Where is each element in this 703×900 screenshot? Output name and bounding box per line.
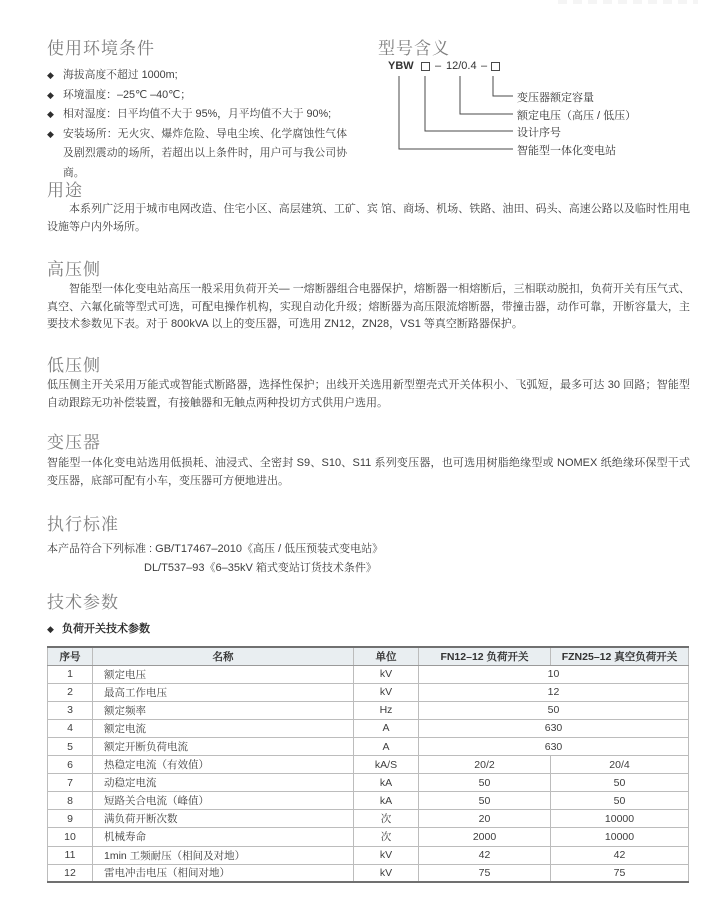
lv-paragraph: 低压侧主开关采用万能式或智能式断路器，选择性保护；出线开关选用新型塑壳式开关体积小、飞弧短，最多可达 30 回路；智能型自动跟踪无功补偿装置，有接触器和无触点两种投切方式供用户选用。 [47,379,690,409]
section-title-usage: 用途 [47,181,83,200]
cell-value-fzn25: 75 [551,864,689,882]
cell-name: 热稳定电流（有效值） [93,756,354,774]
cell-unit: 次 [354,828,419,846]
cell-name: 雷电冲击电压（相间对地） [93,864,354,882]
cell-unit: kV [354,864,419,882]
scan-edge-artifact [558,0,698,4]
list-item [47,105,347,125]
usage-paragraph: 本系列广泛用于城市电网改造、住宅小区、高层建筑、工矿、宾 馆、商场、机场、铁路、油田、码头、高速公路以及临时性用电设施等户内外场所。 [47,203,690,233]
cell-no: 11 [48,846,93,864]
env-item-text: 相对湿度：日平均值不大于 95%，月平均值不大于 90%; [63,108,332,120]
cell-unit: kV [354,846,419,864]
cell-no: 4 [48,719,93,737]
cell-unit: kA [354,792,419,810]
cell-no: 8 [48,792,93,810]
col-header-no: 序号 [48,647,93,665]
model-placeholder-box-icon [421,62,430,71]
cell-value-fn12: 50 [419,774,551,792]
model-voltage-code: 12/0.4 [446,60,477,72]
diamond-bullet-icon: ◆ [47,128,54,139]
cell-unit: Hz [354,701,419,719]
table-row [48,737,689,755]
cell-no: 9 [48,810,93,828]
transformer-paragraph: 智能型一体化变电站选用低损耗、油浸式、全密封 S9、S10、S11 系列变压器，也可选用树脂绝缘型或 NOMEX 纸绝缘环保型干式变压器，底部可配有小车，变压器可方便地进出。 [47,457,690,487]
model-designation-diagram [378,58,698,163]
table-row [48,701,689,719]
cell-value-fzn25: 20/4 [551,756,689,774]
table-row [48,683,689,701]
cell-unit: kA [354,774,419,792]
cell-name: 满负荷开断次数 [93,810,354,828]
list-item [47,125,347,184]
cell-value-fn12: 50 [419,792,551,810]
col-header-unit: 单位 [354,647,419,665]
table-row [48,756,689,774]
cell-value-merged: 630 [419,719,689,737]
cell-no: 3 [48,701,93,719]
cell-name: 额定电压 [93,665,354,683]
section-title-hv: 高压侧 [47,260,101,279]
cell-name: 最高工作电压 [93,683,354,701]
cell-unit: A [354,737,419,755]
cell-value-merged: 10 [419,665,689,683]
model-label-station: 智能型一体化变电站 [517,145,616,157]
diamond-bullet-icon: ◆ [47,109,54,119]
cell-name: 机械寿命 [93,828,354,846]
standards-line-1: 本产品符合下列标准 : GB/T17467–2010《高压 / 低压预装式变电站》 [47,543,384,555]
cell-value-fzn25: 10000 [551,828,689,846]
cell-no: 2 [48,683,93,701]
cell-name: 额定开断负荷电流 [93,737,354,755]
diamond-bullet-icon: ◆ [47,624,54,634]
table-row [48,792,689,810]
section-title-environment: 使用环境条件 [47,39,155,58]
section-title-model: 型号含义 [378,39,450,58]
env-item-text: 海拔高度不超过 1000m; [63,69,178,81]
cell-unit: A [354,719,419,737]
section-title-lv: 低压侧 [47,356,101,375]
environment-bullet-list [47,66,347,183]
table-row [48,774,689,792]
diamond-bullet-icon: ◆ [47,89,54,100]
diamond-bullet-icon: ◆ [47,70,54,80]
load-switch-parameters-table [47,646,689,883]
cell-name: 短路关合电流（峰值） [93,792,354,810]
cell-value-merged: 50 [419,701,689,719]
env-item-text: 环境温度：–25℃ –40℃； [63,88,192,101]
model-dash: – [435,60,442,72]
col-header-name: 名称 [93,647,354,665]
list-item [47,66,347,86]
cell-value-fn12: 20/2 [419,756,551,774]
cell-no: 7 [48,774,93,792]
model-dash: – [481,60,488,72]
cell-no: 5 [48,737,93,755]
table-row [48,719,689,737]
cell-unit: kV [354,665,419,683]
cell-value-merged: 630 [419,737,689,755]
model-label-voltage: 额定电压（高压 / 低压） [517,110,637,122]
standards-line-2: DL/T537–93《6–35kV 箱式变站订货技术条件》 [144,562,377,574]
cell-no: 6 [48,756,93,774]
cell-value-merged: 12 [419,683,689,701]
cell-name: 额定电流 [93,719,354,737]
cell-name: 动稳定电流 [93,774,354,792]
cell-unit: kV [354,683,419,701]
tech-subtitle [47,620,150,636]
cell-value-fzn25: 10000 [551,810,689,828]
cell-no: 10 [48,828,93,846]
cell-value-fzn25: 50 [551,774,689,792]
col-header-fn12: FN12–12 负荷开关 [419,647,551,665]
cell-name: 额定频率 [93,701,354,719]
section-title-standards: 执行标准 [47,515,119,534]
model-placeholder-box-icon [491,62,500,71]
table-row [48,828,689,846]
table-row [48,810,689,828]
env-item-text: 安装场所：无火灾、爆炸危险、导电尘埃、化学腐蚀性气体及剧烈震动的场所，若超出以上条件时，用户可与我公司协商。 [63,127,347,179]
table-header-row [48,647,689,665]
hv-paragraph: 智能型一体化变电站高压一般采用负荷开关— 一熔断器组合电器保护，熔断器一相熔断后，三相联动脱扣，负荷开关有压气式、真空、六氟化硫等型式可选，可配电操作机构，实现自动化升级；熔断器为高压限流熔断器，带撞击器，动作可靠，开断容量大，主要技术参数见下表。对于 800kVA 以上的变压器，可选用 ZN12，ZN28，VS1 等真空断路器保护。 [47,283,690,331]
cell-unit: 次 [354,810,419,828]
table-row [48,665,689,683]
cell-unit: kA/S [354,756,419,774]
col-header-fzn25: FZN25–12 真空负荷开关 [551,647,689,665]
section-title-transformer: 变压器 [47,433,101,452]
model-label-capacity: 变压器额定容量 [517,92,594,104]
tech-subtitle-text: 负荷开关技术参数 [61,623,150,635]
table-row [48,846,689,864]
cell-no: 12 [48,864,93,882]
cell-value-fzn25: 42 [551,846,689,864]
cell-name: 1min 工频耐压（相间及对地） [93,846,354,864]
cell-value-fn12: 42 [419,846,551,864]
cell-value-fn12: 20 [419,810,551,828]
cell-value-fzn25: 50 [551,792,689,810]
section-title-tech-params: 技术参数 [47,593,119,612]
table-row [48,864,689,882]
cell-no: 1 [48,665,93,683]
model-prefix: YBW [388,60,414,72]
cell-value-fn12: 75 [419,864,551,882]
cell-value-fn12: 2000 [419,828,551,846]
list-item [47,86,347,106]
model-label-design-no: 设计序号 [517,127,561,139]
